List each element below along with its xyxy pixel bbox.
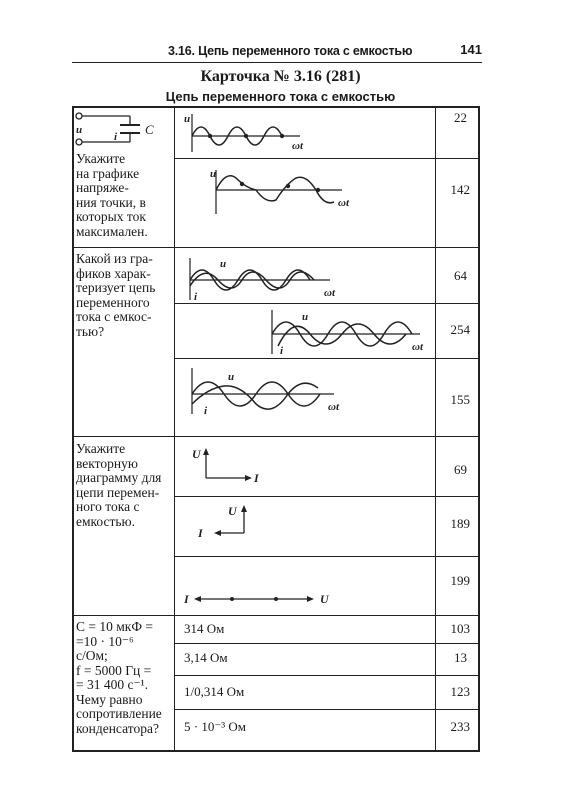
answer-code: 189 — [450, 516, 470, 531]
question-line: переменного — [76, 294, 150, 310]
axis-label: u — [302, 311, 309, 323]
axis-label: I — [254, 471, 259, 485]
question-line: конденсатора? — [76, 720, 159, 736]
subrow-divider — [174, 675, 480, 676]
answer-option: 1/0,314 Ом — [184, 684, 245, 699]
card-title: Карточка № 3.16 (281) — [200, 68, 361, 85]
voltage-graph-option-1 — [184, 112, 314, 154]
subrow-divider — [174, 556, 480, 557]
question-line: цепи перемен- — [76, 484, 160, 500]
answer-code: 22 — [454, 110, 467, 125]
answer-option: 3,14 Ом — [184, 650, 228, 665]
question-line: векторную — [76, 455, 138, 471]
phase-graph-option-3 — [184, 366, 354, 416]
vector-diagram-option-2 — [192, 501, 272, 547]
phase-graph-option-2 — [264, 308, 434, 356]
question-line: тока с емкос- — [76, 309, 152, 324]
table-border-left — [72, 106, 74, 751]
question-line: с/Ом; — [76, 648, 108, 663]
vector-diagram-option-1 — [188, 444, 288, 492]
section-title: 3.16. Цепь переменного тока с емкостью — [168, 44, 413, 58]
answer-code: 103 — [450, 621, 470, 636]
answer-option: 314 Ом — [184, 621, 225, 636]
answer-option: 5 · 10⁻³ Ом — [184, 719, 246, 734]
question-line: теризует цепь — [76, 280, 156, 295]
answer-code: 233 — [450, 719, 470, 734]
question-line: Укажите — [76, 441, 126, 456]
question-1 — [76, 152, 148, 239]
card-subtitle: Цепь переменного тока с емкостью — [165, 89, 396, 104]
axis-label: ωt — [328, 401, 340, 413]
row-divider — [72, 436, 480, 437]
subrow-divider — [174, 496, 480, 497]
current-label: i — [114, 131, 118, 143]
answer-code: 254 — [450, 322, 470, 337]
question-line: которых ток — [76, 209, 146, 224]
axis-label: U — [320, 592, 329, 606]
question-line: Какой из гра- — [76, 251, 153, 266]
axis-label: ωt — [338, 197, 350, 209]
question-line: = 31 400 с⁻¹. — [76, 677, 149, 692]
question-4 — [76, 620, 162, 736]
question-line: Чему равно — [76, 691, 143, 707]
axis-label: i — [194, 291, 198, 303]
axis-label: i — [204, 405, 208, 417]
subrow-divider — [174, 158, 480, 159]
column-divider-1 — [174, 106, 175, 751]
question-line: диаграмму для — [76, 470, 162, 485]
question-line: ния точки, в — [76, 194, 146, 210]
answer-code: 13 — [454, 650, 467, 665]
axis-label: u — [210, 168, 217, 180]
question-line: C = 10 мкФ = — [76, 619, 153, 634]
answer-code: 199 — [450, 573, 470, 588]
question-3 — [76, 442, 161, 529]
axis-label: u — [184, 113, 191, 125]
question-line: емкостью. — [76, 513, 136, 529]
question-line: напряже- — [76, 180, 129, 195]
subrow-divider — [174, 643, 480, 644]
question-line: =10 · 10⁻⁶ — [76, 633, 134, 649]
table-border-right — [478, 106, 480, 751]
subrow-divider — [174, 358, 480, 359]
voltage-graph-option-2 — [202, 166, 352, 221]
row-divider — [72, 615, 480, 616]
axis-label: U — [228, 504, 237, 518]
answer-code: 64 — [454, 268, 467, 283]
table-border-bottom — [72, 750, 480, 752]
axis-label: I — [184, 592, 189, 606]
vector-diagram-option-3 — [184, 588, 334, 610]
question-line: ного тока с — [76, 499, 140, 514]
page-number: 141 — [460, 42, 482, 57]
question-table — [72, 106, 480, 751]
axis-label: U — [192, 447, 201, 461]
question-line: на графике — [76, 165, 140, 181]
page-header — [72, 42, 482, 63]
question-line: сопротивление — [76, 706, 162, 721]
row-divider — [72, 247, 480, 248]
axis-label: I — [198, 526, 203, 540]
axis-label: u — [220, 258, 227, 270]
axis-label: u — [228, 371, 235, 383]
question-line: фиков харак- — [76, 265, 151, 281]
capacitor-circuit-diagram — [72, 106, 174, 151]
voltage-label: u — [76, 124, 83, 136]
question-line: f = 5000 Гц = — [76, 662, 152, 678]
axis-label: ωt — [292, 140, 304, 152]
answer-code: 123 — [450, 684, 470, 699]
question-line: максимален. — [76, 223, 148, 239]
capacitance-label: C — [145, 122, 154, 137]
axis-label: ωt — [412, 341, 424, 353]
subrow-divider — [174, 303, 480, 304]
answer-code: 69 — [454, 462, 467, 477]
question-line: Укажите — [76, 151, 126, 166]
phase-graph-option-1 — [182, 256, 342, 302]
answer-code: 155 — [450, 392, 470, 407]
question-2 — [76, 252, 155, 339]
subrow-divider — [174, 709, 480, 710]
question-line: тью? — [76, 323, 105, 339]
answer-code: 142 — [450, 182, 470, 197]
axis-label: i — [280, 345, 284, 357]
axis-label: ωt — [324, 287, 336, 299]
